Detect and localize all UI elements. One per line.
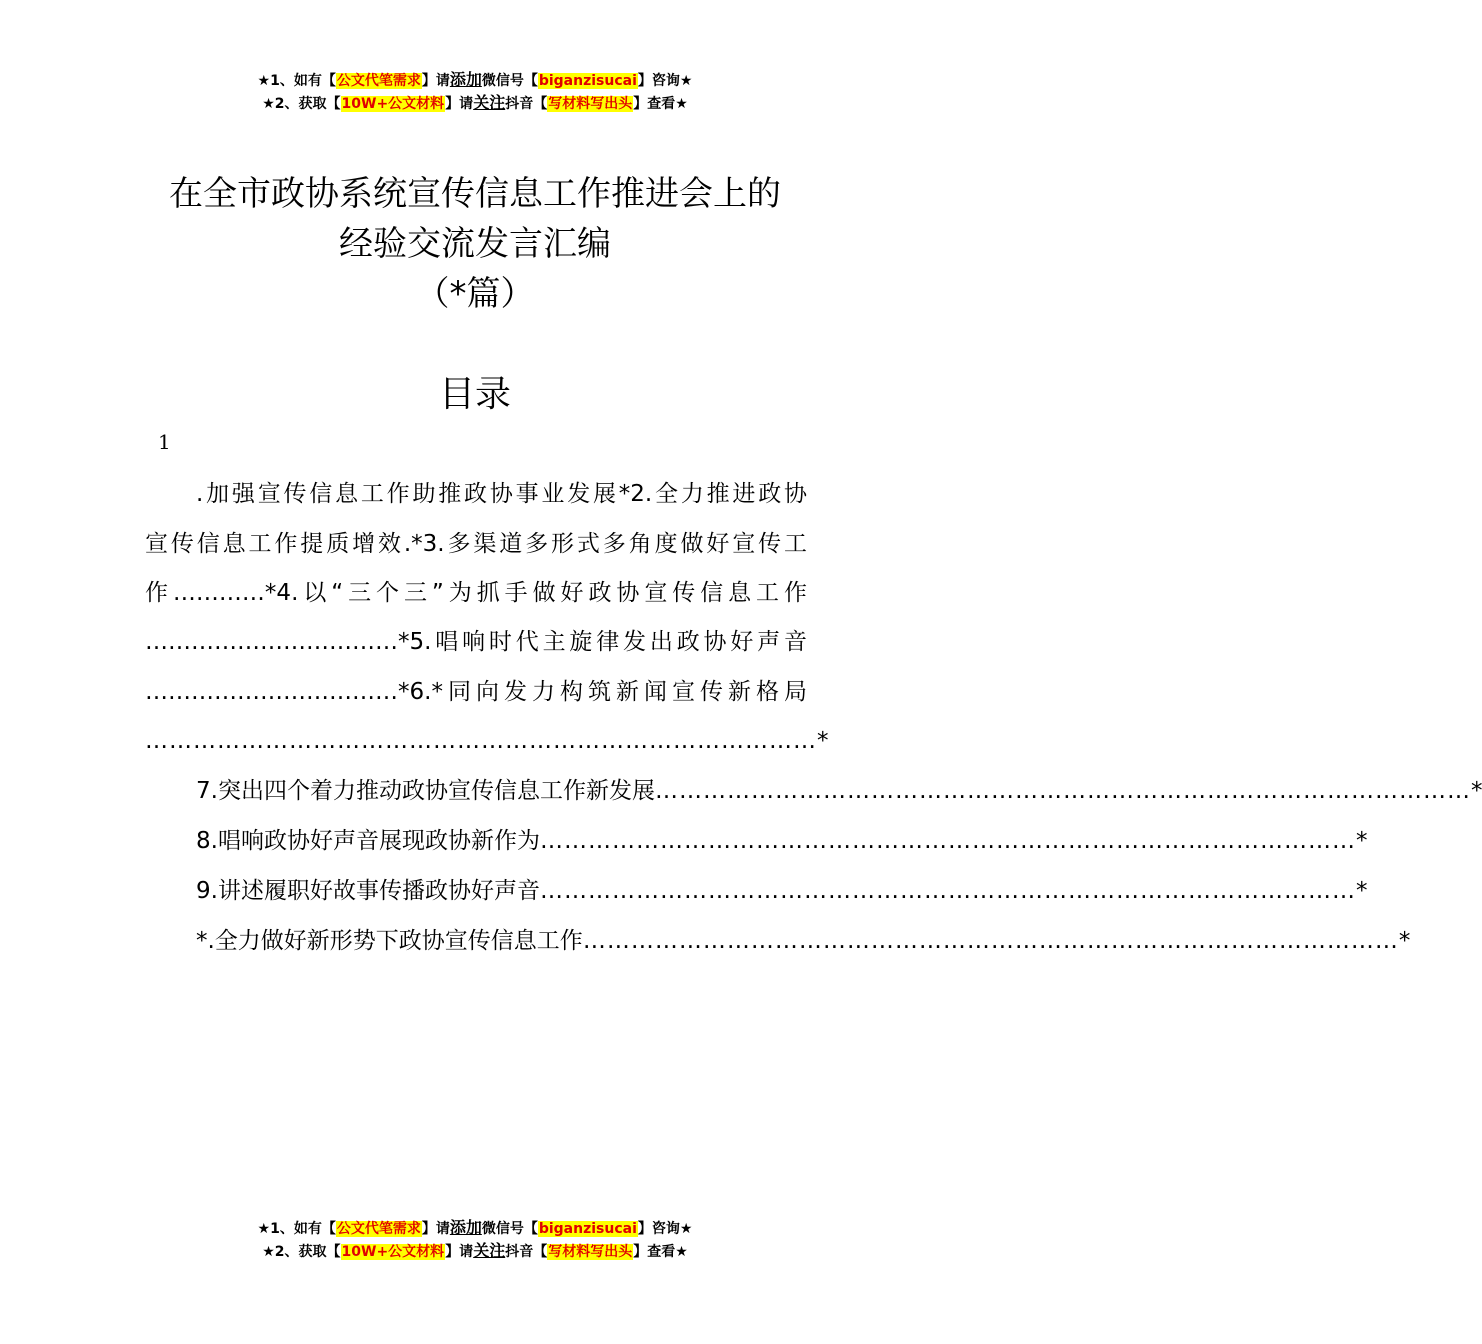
toc-line bbox=[145, 724, 829, 758]
document-title-line-3: （*篇） bbox=[415, 274, 535, 314]
toc-entry bbox=[196, 874, 1368, 908]
toc-entry-page: * bbox=[1355, 878, 1368, 904]
banner-text: ★2、获取【 bbox=[262, 96, 341, 112]
toc-entry-page: * bbox=[1355, 828, 1368, 854]
toc-line: ……………………………*5.唱响时代主旋律发出政协好声音 bbox=[145, 629, 807, 655]
banner-highlight: 公文代笔需求 bbox=[336, 1221, 421, 1237]
banner-highlight: 10W+公文材料 bbox=[341, 1244, 445, 1260]
document-title-line-1: 在全市政协系统宣传信息工作推进会上的 bbox=[169, 174, 781, 214]
banner-line-2 bbox=[0, 92, 950, 115]
header-banner bbox=[0, 69, 950, 115]
toc-entry-title: 8.唱响政协好声音展现政协新作为 bbox=[196, 828, 540, 854]
banner-text: 抖音【 bbox=[505, 1244, 548, 1260]
banner-text: 】请 bbox=[445, 1244, 474, 1260]
banner-wechat-id: biganzisucai bbox=[538, 1221, 637, 1237]
toc-line: .加强宣传信息工作助推政协事业发展*2.全力推进政协 bbox=[196, 481, 807, 507]
document-title-line-2: 经验交流发言汇编 bbox=[339, 224, 611, 264]
banner-underline: 关注 bbox=[473, 1241, 506, 1260]
banner-highlight: 10W+公文材料 bbox=[341, 96, 445, 112]
banner-douyin-id: 写材料写出头 bbox=[548, 96, 633, 112]
banner-text: 】咨询★ bbox=[637, 73, 693, 89]
banner-highlight: 公文代笔需求 bbox=[336, 73, 421, 89]
banner-text: ★1、如有【 bbox=[257, 1221, 336, 1237]
banner-text: ★2、获取【 bbox=[262, 1244, 341, 1260]
banner-line-1 bbox=[0, 69, 950, 92]
toc-entry-title: 7.突出四个着力推动政协宣传信息工作新发展 bbox=[196, 778, 655, 804]
footer-banner bbox=[0, 1217, 950, 1263]
banner-underline: 关注 bbox=[473, 93, 506, 112]
banner-text: 】请 bbox=[421, 73, 450, 89]
toc-number: 1 bbox=[158, 430, 171, 454]
toc-entry-title: *.全力做好新形势下政协宣传信息工作 bbox=[196, 928, 583, 954]
banner-douyin-id: 写材料写出头 bbox=[548, 1244, 633, 1260]
banner-wechat-id: biganzisucai bbox=[538, 73, 637, 89]
toc-leader-dots: ………………………………………………………………………… bbox=[145, 728, 817, 754]
toc-page: * bbox=[817, 728, 829, 754]
banner-text: 微信号【 bbox=[481, 1221, 538, 1237]
toc-line: ……………………………*6.*同向发力构筑新闻宣传新格局 bbox=[145, 679, 807, 705]
toc-line: 作…………*4.以“三个三”为抓手做好政协宣传信息工作 bbox=[145, 580, 807, 606]
banner-line-2 bbox=[0, 1240, 950, 1263]
toc-entry bbox=[196, 774, 1482, 808]
toc-leader-dots: ………………………………………………………………………………………… bbox=[539, 828, 1356, 854]
toc-entry-page: * bbox=[1398, 928, 1411, 954]
banner-text: ★1、如有【 bbox=[257, 73, 336, 89]
toc-leader-dots: ………………………………………………………………………………………… bbox=[582, 928, 1399, 954]
banner-text: 】请 bbox=[421, 1221, 450, 1237]
banner-underline: 添加 bbox=[449, 1218, 482, 1237]
banner-underline: 添加 bbox=[449, 70, 482, 89]
banner-text: 】查看★ bbox=[633, 96, 688, 112]
banner-text: 】咨询★ bbox=[637, 1221, 693, 1237]
banner-line-1 bbox=[0, 1217, 950, 1240]
toc-entry-page: * bbox=[1470, 778, 1482, 804]
banner-text: 微信号【 bbox=[481, 73, 538, 89]
toc-entry bbox=[196, 924, 1411, 958]
toc-entry-title: 9.讲述履职好故事传播政协好声音 bbox=[196, 878, 540, 904]
toc-entry bbox=[196, 824, 1368, 858]
toc-line: 宣传信息工作提质增效.*3.多渠道多形式多角度做好宣传工 bbox=[145, 531, 807, 557]
banner-text: 】请 bbox=[445, 96, 474, 112]
toc-heading: 目录 bbox=[438, 374, 511, 415]
toc-leader-dots: ………………………………………………………………………………………… bbox=[539, 878, 1356, 904]
banner-text: 】查看★ bbox=[633, 1244, 688, 1260]
toc-leader-dots: ………………………………………………………………………………………… bbox=[654, 778, 1471, 804]
banner-text: 抖音【 bbox=[505, 96, 548, 112]
